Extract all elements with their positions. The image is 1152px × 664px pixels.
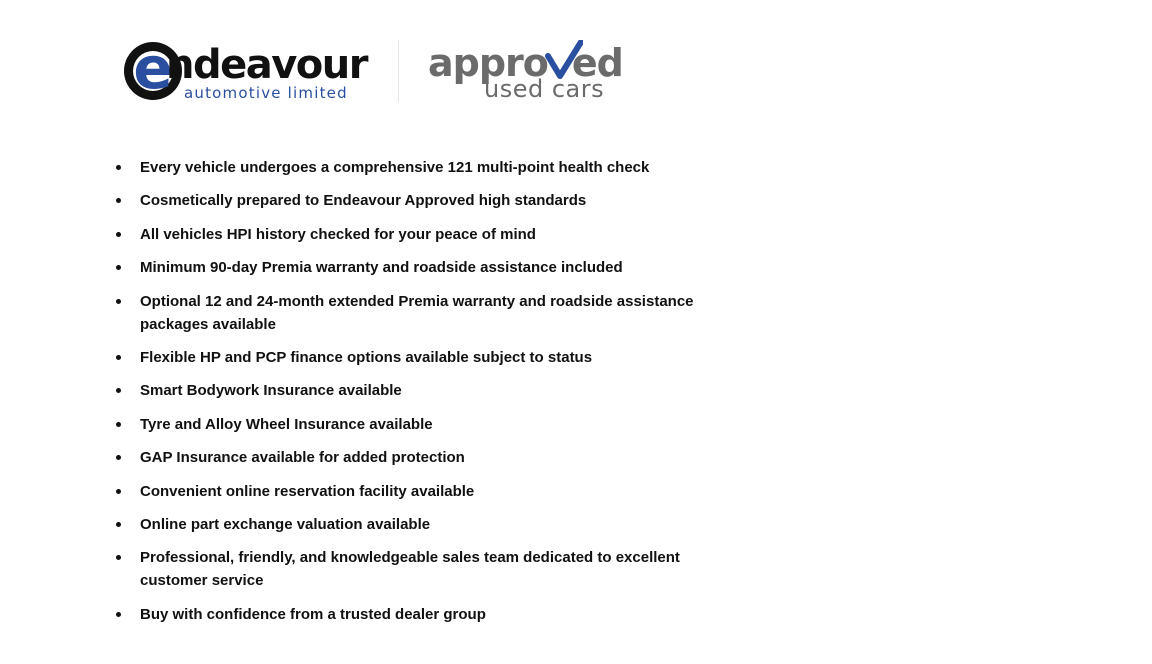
list-item xyxy=(114,480,714,503)
list-item xyxy=(114,189,714,212)
feature-text: Every vehicle undergoes a comprehensive 121 multi-point health check xyxy=(140,159,650,176)
list-item xyxy=(114,156,714,179)
list-item xyxy=(114,546,714,592)
bullet-icon xyxy=(116,489,121,494)
list-item xyxy=(114,223,714,246)
endeavour-automotive-logo xyxy=(124,34,367,102)
list-item xyxy=(114,379,714,402)
bullet-icon xyxy=(116,455,121,460)
feature-text: Buy with confidence from a trusted dealer group xyxy=(140,605,486,623)
brand-header xyxy=(124,34,644,106)
features-list xyxy=(114,156,714,636)
bullet-icon xyxy=(116,388,121,393)
list-item xyxy=(114,290,714,336)
feature-text: Cosmetically prepared to Endeavour Approved high standards xyxy=(140,192,587,210)
list-item xyxy=(114,446,714,469)
feature-text: Smart Bodywork Insurance available xyxy=(140,382,402,400)
bullet-icon xyxy=(116,355,121,360)
feature-text: GAP Insurance available for added protection xyxy=(140,449,465,467)
approved-word-start: appro xyxy=(428,41,548,85)
logo-divider xyxy=(398,40,399,102)
bullet-icon xyxy=(116,165,121,170)
bullet-icon xyxy=(116,555,121,560)
bullet-icon xyxy=(116,299,121,304)
feature-text: Optional 12 and 24-month extended Premia warranty and roadside assistance packages available xyxy=(140,292,694,333)
feature-text: Online part exchange valuation available xyxy=(140,515,431,533)
check-tick-icon xyxy=(545,40,583,80)
approved-used-cars-logo xyxy=(428,38,628,106)
approved-tagline: used cars xyxy=(484,75,605,103)
bullet-icon xyxy=(116,522,121,527)
feature-text: Convenient online reservation facility available xyxy=(140,482,475,500)
logo-wordmark: ndeavour xyxy=(166,42,367,88)
feature-text: Tyre and Alloy Wheel Insurance available xyxy=(140,415,433,433)
logo-tagline: automotive limited xyxy=(184,84,348,102)
list-item xyxy=(114,603,714,626)
list-item xyxy=(114,256,714,279)
feature-text: All vehicles HPI history checked for your peace of mind xyxy=(140,225,536,243)
feature-text: Professional, friendly, and knowledgeable sales team dedicated to excellent customer service xyxy=(140,549,680,590)
bullet-icon xyxy=(116,422,121,427)
bullet-icon xyxy=(116,232,121,237)
list-item xyxy=(114,346,714,369)
feature-text: Flexible HP and PCP finance options available subject to status xyxy=(140,348,593,366)
bullet-icon xyxy=(116,198,121,203)
list-item xyxy=(114,513,714,536)
approved-word-end: ed xyxy=(571,41,623,85)
list-item xyxy=(114,413,714,436)
bullet-icon xyxy=(116,612,121,617)
logo-e-letter: e xyxy=(133,34,173,102)
feature-text: Minimum 90-day Premia warranty and roadside assistance included xyxy=(140,259,623,277)
bullet-icon xyxy=(116,265,121,270)
